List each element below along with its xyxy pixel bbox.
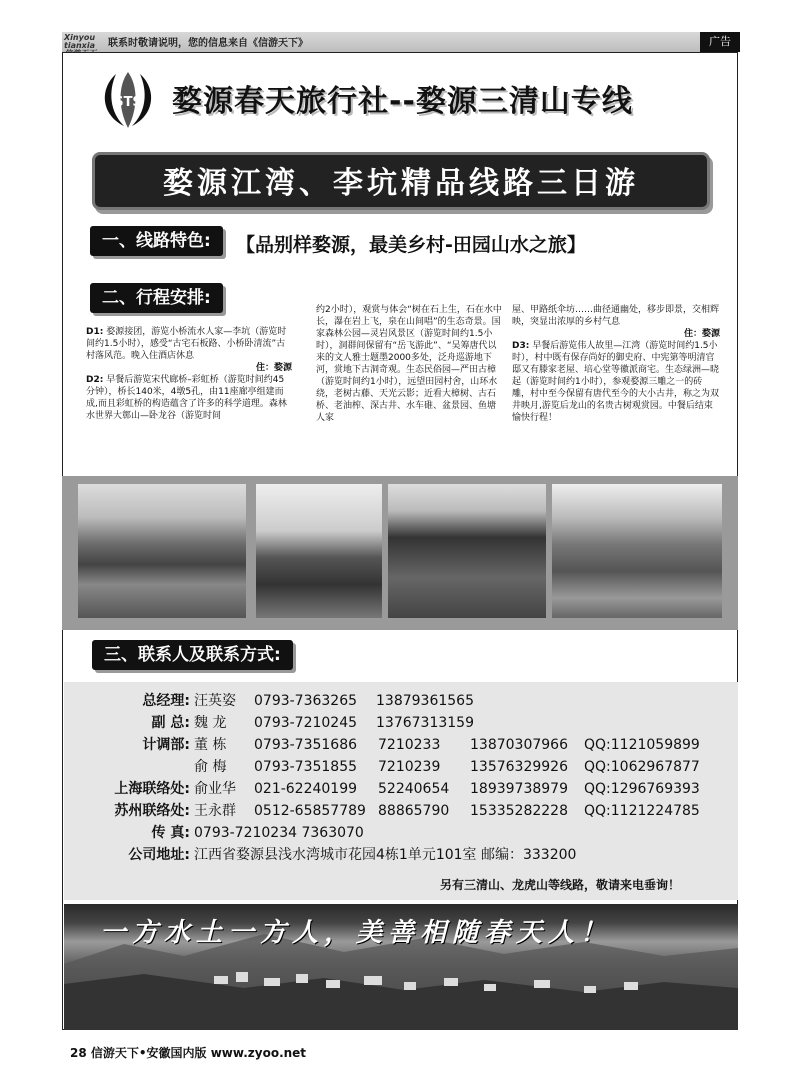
contact-phone-2: 88865790 xyxy=(378,803,450,819)
slogan: 一方水土一方人，美善相随春天人！ xyxy=(100,918,613,948)
contact-role: 上海联络处: xyxy=(114,781,190,797)
tour-title: 婺源江湾、李坑精品线路三日游 xyxy=(163,166,639,201)
day3-text: 早餐后游览伟人故里—江湾（游览时间约1.5小时），村中既有保存尚好的御史府、中宪第等明清官邸又有滕家老屋、培心堂等徽派商宅。生态绿洲—晓起（游览时间约1小时），参观婺源三雕之一的砖雕，村中至今保留有唐代至今的大小古井，称之为双井映月,游览后龙山的名贵古树观赏园。中餐后结束愉快行程！ xyxy=(512,341,720,423)
photo-riverside-houses xyxy=(552,484,722,618)
more-routes-note: 另有三清山、龙虎山等线路，敬请来电垂询！ xyxy=(440,878,681,892)
contact-qq: QQ:1121224785 xyxy=(584,803,700,819)
photo-village-street xyxy=(256,484,382,618)
contact-name: 俞 梅 xyxy=(194,759,227,775)
fax-label: 传 真: xyxy=(151,825,190,841)
contacts-list xyxy=(64,690,738,866)
contact-name: 王永群 xyxy=(194,803,236,819)
contact-phone: 0512-65857789 xyxy=(254,803,366,819)
contact-phone: 0793-7210245 xyxy=(254,715,358,731)
route-features: 【品别样婺源，最美乡村-田园山水之旅】 xyxy=(236,234,586,256)
contact-phone: 0793-7363265 xyxy=(254,693,358,709)
day2-stay: 住：婺源 xyxy=(683,329,720,339)
sts-logo-icon xyxy=(96,68,160,132)
day3-label: D3: xyxy=(512,341,530,351)
contact-phone-2: 7210239 xyxy=(378,759,441,775)
itinerary-column-2 xyxy=(316,304,502,424)
contact-role: 总经理: xyxy=(142,693,190,709)
contact-phone: 0793-7351686 xyxy=(254,737,358,753)
photo-memorial-archway xyxy=(388,484,546,618)
fax-row xyxy=(64,822,738,844)
company-name: 婺源春天旅行社--婺源三清山专线 xyxy=(172,84,633,119)
contact-row xyxy=(64,756,738,778)
header-notice: 联系时敬请说明，您的信息来自《信游天下》 xyxy=(108,38,308,49)
contact-mobile: 18939738979 xyxy=(470,781,568,797)
address-value: 江西省婺源县浅水湾城市花园4栋1单元101室 邮编：333200 xyxy=(194,847,577,863)
section-contacts-label: 三、联系人及联系方式: xyxy=(92,640,293,670)
contact-role: 计调部: xyxy=(142,737,190,753)
contact-qq: QQ:1121059899 xyxy=(584,737,700,753)
sts-logo-text: STS xyxy=(114,95,142,110)
day2-text-continued-2: 屋、甲路纸伞坊……曲径通幽处，移步即景，交相辉映，突显出浓厚的乡村气息 xyxy=(512,305,720,327)
contact-qq: QQ:1062967877 xyxy=(584,759,700,775)
page-footer: 28 信游天下•安徽国内版 www.zyoo.net xyxy=(70,1046,307,1060)
ad-tag: 广告 xyxy=(700,32,740,52)
day1-stay: 住：婺源 xyxy=(255,363,292,373)
contact-phone-2: 52240654 xyxy=(378,781,450,797)
contact-name: 董 栋 xyxy=(194,737,227,753)
contact-row xyxy=(64,734,738,756)
contact-phone: 0793-7351855 xyxy=(254,759,358,775)
fax-value: 0793-7210234 7363070 xyxy=(194,825,364,841)
contact-row xyxy=(64,800,738,822)
contact-name: 俞业华 xyxy=(194,781,236,797)
contact-mobile: 13879361565 xyxy=(376,693,474,709)
section-features-label: 一、线路特色: xyxy=(90,226,223,256)
day2-text-continued: 约2小时），观赏与体会“树在石上生，石在水中长，瀑在岩上飞，泉在山间唱”的生态奇景。国家森林公园—灵岩风景区（游览时间约1.5小时），洞群间保留有“岳飞游此”、“吴筹唐代以来的文人雅士题墨2000多处，泛舟巡游地下河，赏地下古洞奇观。生态民俗园—严田古樟（游览时间约1小时），远望田园村舍，山环水绕，老树古藤、天光云影；近看大樟树、古石桥、老油榨、深古井、水车碓、盆景园、鱼塘人家 xyxy=(316,305,502,423)
contact-mobile: 13767313159 xyxy=(376,715,474,731)
contact-mobile: 13870307966 xyxy=(470,737,568,753)
contact-phone-2: 7210233 xyxy=(378,737,441,753)
contact-qq: QQ:1296769393 xyxy=(584,781,700,797)
day1-label: D1: xyxy=(86,327,104,337)
contact-mobile: 15335282228 xyxy=(470,803,568,819)
contact-row xyxy=(64,712,738,734)
contact-name: 汪英姿 xyxy=(194,693,236,709)
day1-text: 婺源接团，游览小桥流水人家—李坑（游览时间约1.5小时），感受“古宅石板路、小桥卧清流”古村落风范。晚入住酒店休息 xyxy=(86,327,287,361)
address-row xyxy=(64,844,738,866)
contact-role: 苏州联络处: xyxy=(114,803,190,819)
address-label: 公司地址: xyxy=(128,847,190,863)
contact-mobile: 13576329926 xyxy=(470,759,568,775)
contact-row xyxy=(64,778,738,800)
itinerary-column-1 xyxy=(86,326,292,422)
section-itinerary-label: 二、行程安排: xyxy=(90,283,223,313)
day2-text: 早餐后游览宋代廊桥–彩虹桥（游览时间约45分钟），桥长140米，4墩5孔，由11座廊亭组建而成,而且彩虹桥的构造蕴含了许多的科学道理。森林水世界大鄣山—卧龙谷（游览时间 xyxy=(86,375,287,421)
photo-pavilion-lake xyxy=(78,484,246,618)
itinerary-column-3 xyxy=(512,304,720,424)
contact-row xyxy=(64,690,738,712)
day2-label: D2: xyxy=(86,375,104,385)
magazine-logo: Xinyou tianxia xyxy=(64,33,96,50)
contact-name: 魏 龙 xyxy=(194,715,227,731)
contact-role: 副 总: xyxy=(151,715,190,731)
contact-phone: 021-62240199 xyxy=(254,781,358,797)
